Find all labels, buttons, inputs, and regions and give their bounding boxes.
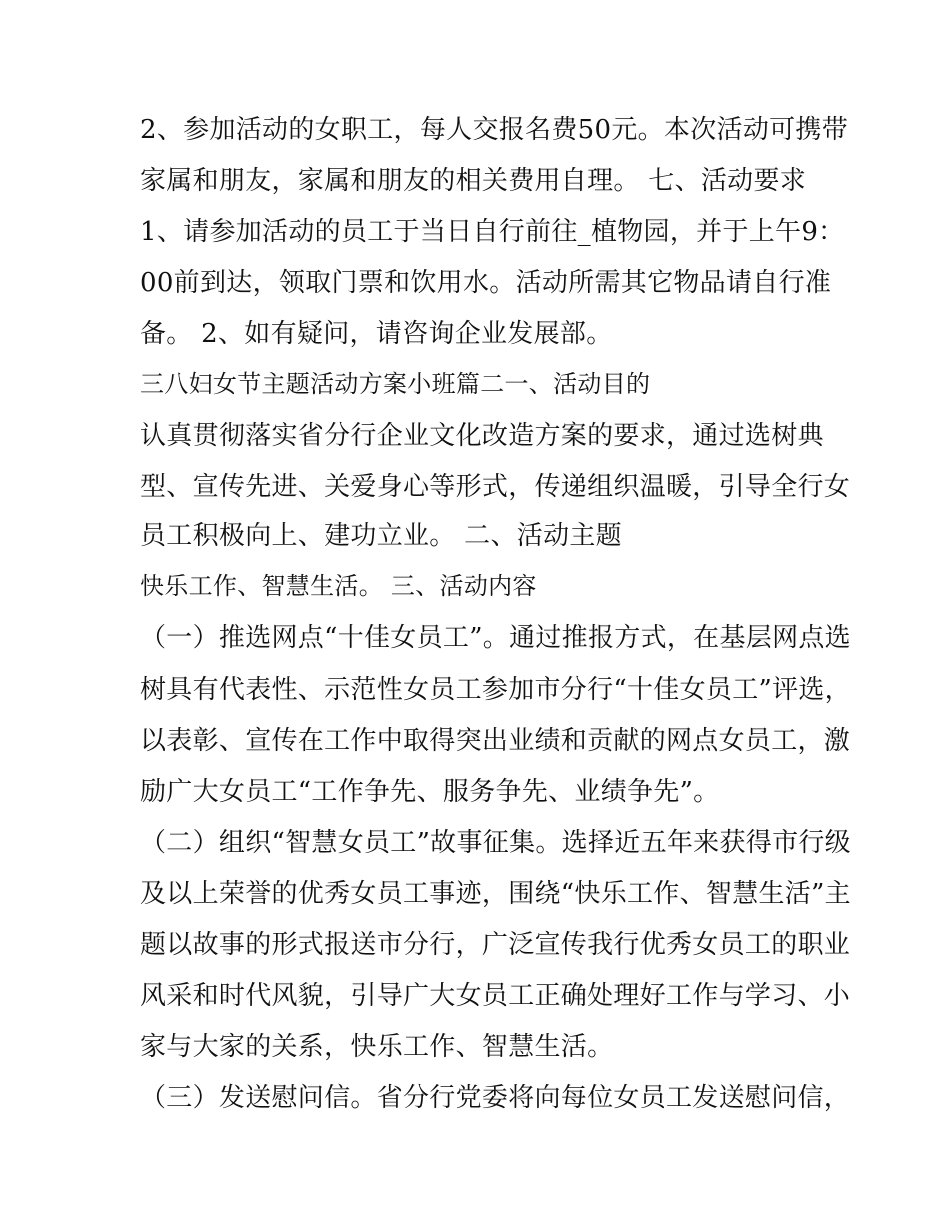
text-line: 备。 2、如有疑问，请咨询企业发展部。 [140,319,613,349]
text-line: 励广大女员工“工作争先、服务争先、业绩争先”。 [140,777,720,807]
text-line: 00前到达，领取门票和饮用水。活动所需其它物品请自行准 [140,268,832,298]
text-line: 树具有代表性、示范性女员工参加市分行“十佳女员工”评选， [140,675,851,705]
text-line: 2、参加活动的女职工，每人交报名费50元。本次活动可携带 [140,115,849,145]
text-line: 以表彰、宣传在工作中取得突出业绩和贡献的网点女员工，激 [140,726,851,756]
text-line: 1、请参加活动的员工于当日自行前往_植物园，并于上午9： [140,217,845,247]
text-line: （三）发送慰问信。省分行党委将向每位女员工发送慰问信， [140,1083,851,1113]
text-line: 认真贯彻落实省分行企业文化改造方案的要求，通过选树典 [140,421,824,451]
text-line: 题以故事的形式报送市分行，广泛宣传我行优秀女员工的职业 [140,930,851,960]
text-line: （一）推选网点“十佳女员工”。通过推报方式，在基层网点选 [140,623,851,653]
text-line: （二）组织“智慧女员工”故事征集。选择近五年来获得市行级 [140,828,851,858]
section-heading: 三八妇女节主题活动方案小班篇二一、活动目的 [140,370,651,398]
text-line: 风采和时代风貌，引导广大女员工正确处理好工作与学习、小 [140,981,851,1011]
text-line: 家与大家的关系，快乐工作、智慧生活。 [140,1032,614,1062]
text-line: 员工积极向上、建功立业。 二、活动主题 [140,521,622,551]
text-line: 型、宣传先进、关爱身心等形式，传递组织温暖，引导全行女 [140,472,851,502]
text-line: 及以上荣誉的优秀女员工事迹，围绕“快乐工作、智慧生活”主 [140,879,851,909]
text-line: 快乐工作、智慧生活。 三、活动内容 [140,572,537,600]
text-line: 家属和朋友，家属和朋友的相关费用自理。 七、活动要求 [140,166,807,196]
